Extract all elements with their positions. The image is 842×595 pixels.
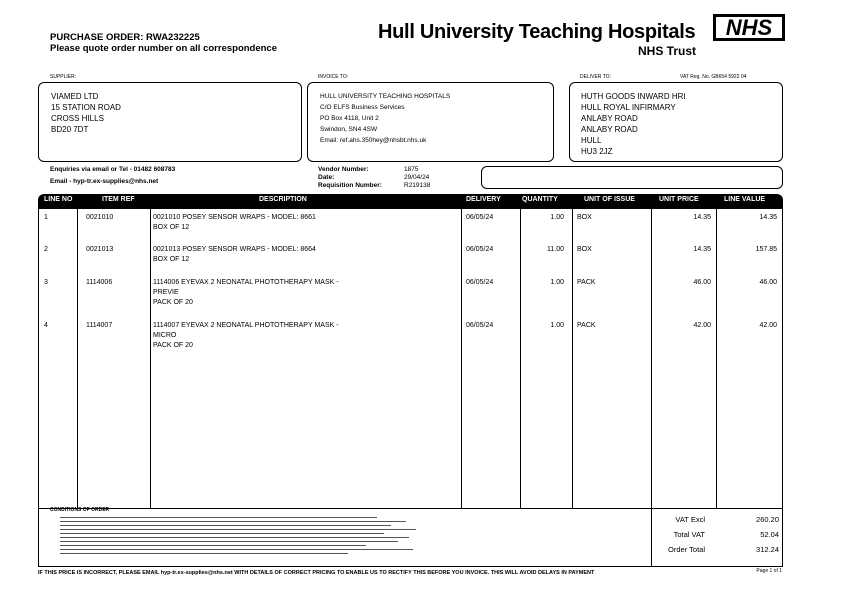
item-description: 0021010 POSEY SENSOR WRAPS - MODEL: 8661 — [153, 214, 316, 221]
item-description: BOX OF 12 — [153, 224, 190, 231]
col-divider — [572, 208, 573, 508]
vat-reg: VAT Reg. No. GB654 5922 04 — [680, 74, 747, 80]
line-value: 157.85 — [755, 246, 777, 253]
unit-price: 46.00 — [693, 279, 711, 286]
deliver-line: ANLABY ROAD — [581, 125, 638, 134]
quantity: 1.00 — [550, 279, 564, 286]
totals-divider — [651, 508, 652, 567]
invoice-line: Email: ref.ahs.350hey@nhsbt.nhs.uk — [320, 137, 427, 144]
delivery-date: 06/05/24 — [466, 279, 494, 286]
deliver-to-label: DELIVER TO: — [580, 74, 611, 80]
item-ref: 1114007 — [86, 322, 113, 329]
unit-of-issue: PACK — [577, 279, 596, 286]
vat-excl-value: 260.20 — [756, 515, 779, 524]
order-total-label: Order Total — [668, 545, 705, 554]
total-vat-label: Total VAT — [673, 530, 705, 539]
quantity: 11.00 — [547, 246, 564, 253]
col-item-ref: ITEM REF — [102, 196, 135, 203]
line-value: 42.00 — [759, 322, 777, 329]
enquiries-email: Email - hyp-tr.ex-supplies@nhs.net — [50, 178, 159, 185]
unit-price: 14.35 — [693, 214, 711, 221]
item-description: BOX OF 12 — [153, 256, 190, 263]
page-count: Page 1 of 1 — [756, 568, 782, 574]
supplier-line: VIAMED LTD — [51, 92, 99, 101]
enquiries-phone: Enquiries via email or Tel - 01482 608783 — [50, 166, 176, 173]
col-unit-price: UNIT PRICE — [659, 196, 699, 203]
trust-name: NHS Trust — [638, 44, 697, 58]
delivery-date: 06/05/24 — [466, 322, 494, 329]
po-note: Please quote order number on all correspondence — [50, 43, 278, 54]
line-no: 2 — [44, 246, 48, 253]
item-description: PREVIE — [153, 289, 179, 296]
col-delivery: DELIVERY — [466, 196, 501, 203]
supplier-label: SUPPLIER: — [50, 74, 77, 80]
item-description: PACK OF 20 — [153, 299, 193, 306]
item-ref: 0021010 — [86, 214, 114, 221]
col-unit-of-issue: UNIT OF ISSUE — [584, 196, 635, 203]
total-vat-value: 52.04 — [760, 530, 779, 539]
col-divider — [77, 208, 78, 508]
invoice-line: HULL UNIVERSITY TEACHING HOSPITALS — [320, 93, 451, 100]
supplier-box — [38, 82, 302, 162]
organisation-name: Hull University Teaching Hospitals — [378, 21, 696, 43]
delivery-date: 06/05/24 — [466, 214, 494, 221]
column-header-bar — [38, 194, 783, 208]
deliver-line: HULL — [581, 136, 602, 145]
notes-box — [481, 166, 783, 189]
conditions-divider — [38, 508, 783, 509]
deliver-line: HUTH GOODS INWARD HRI — [581, 92, 686, 101]
line-value: 46.00 — [759, 279, 777, 286]
order-total-value: 312.24 — [756, 545, 779, 554]
line-no: 3 — [44, 279, 48, 286]
unit-of-issue: BOX — [577, 246, 592, 253]
item-description: MICRO — [153, 332, 177, 339]
item-ref: 1114006 — [86, 279, 113, 286]
unit-of-issue: PACK — [577, 322, 596, 329]
unit-price: 14.35 — [693, 246, 711, 253]
vendor-number: 1875 — [404, 166, 419, 173]
line-no: 1 — [44, 214, 48, 221]
col-divider — [716, 208, 717, 508]
vendor-label: Vendor Number: — [318, 166, 369, 173]
supplier-line: 15 STATION ROAD — [51, 103, 121, 112]
col-description: DESCRIPTION — [259, 196, 307, 203]
nhs-logo: NHS — [713, 14, 785, 41]
invoice-to-box — [307, 82, 554, 162]
supplier-line: CROSS HILLS — [51, 114, 104, 123]
item-description: 0021013 POSEY SENSOR WRAPS - MODEL: 8664 — [153, 246, 316, 253]
deliver-line: ANLABY ROAD — [581, 114, 638, 123]
requisition-label: Requisition Number: — [318, 182, 382, 189]
date-label: Date: — [318, 174, 335, 181]
item-description: 1114007 EYEVAX 2 NEONATAL PHOTOTHERAPY MASK - — [153, 322, 339, 329]
po-number: PURCHASE ORDER: RWA232225 — [50, 32, 200, 43]
delivery-date: 06/05/24 — [466, 246, 494, 253]
col-line-value: LINE VALUE — [724, 196, 766, 203]
vat-excl-label: VAT Excl — [675, 515, 705, 524]
conditions-title: CONDITIONS OF ORDER — [50, 507, 110, 513]
item-description: PACK OF 20 — [153, 342, 193, 349]
invoice-line: Swindon, SN4 4SW — [320, 126, 378, 133]
supplier-line: BD20 7DT — [51, 125, 89, 134]
unit-of-issue: BOX — [577, 214, 592, 221]
col-divider — [651, 208, 652, 508]
deliver-line: HU3 2JZ — [581, 147, 613, 156]
item-description: 1114006 EYEVAX 2 NEONATAL PHOTOTHERAPY MASK - — [153, 279, 339, 286]
quantity: 1.00 — [550, 322, 564, 329]
pricing-notice: IF THIS PRICE IS INCORRECT, PLEASE EMAIL hyp-tr.ex-supplies@nhs.net WITH DETAILS OF CORRECT PRICING TO ENABLE US TO RECTIFY THIS BEFORE YOU INVOICE. THIS WILL AVOID DELAYS IN PAYMENT — [38, 570, 595, 576]
requisition-number: R219138 — [404, 182, 431, 189]
order-date: 29/04/24 — [404, 174, 430, 181]
col-line-no: LINE NO — [44, 196, 73, 203]
invoice-line: C/O ELFS Business Services — [320, 104, 405, 111]
col-divider — [150, 208, 151, 508]
quantity: 1.00 — [550, 214, 564, 221]
line-value: 14.35 — [759, 214, 777, 221]
deliver-to-box — [569, 82, 783, 162]
conditions-fine-print — [60, 514, 420, 557]
invoice-line: PO Box 4118, Unit 2 — [320, 115, 379, 122]
unit-price: 42.00 — [693, 322, 711, 329]
line-no: 4 — [44, 322, 48, 329]
col-divider — [520, 208, 521, 508]
item-ref: 0021013 — [86, 246, 114, 253]
invoice-to-label: INVOICE TO: — [318, 74, 349, 80]
col-divider — [461, 208, 462, 508]
col-quantity: QUANTITY — [522, 196, 558, 203]
deliver-line: HULL ROYAL INFIRMARY — [581, 103, 676, 112]
